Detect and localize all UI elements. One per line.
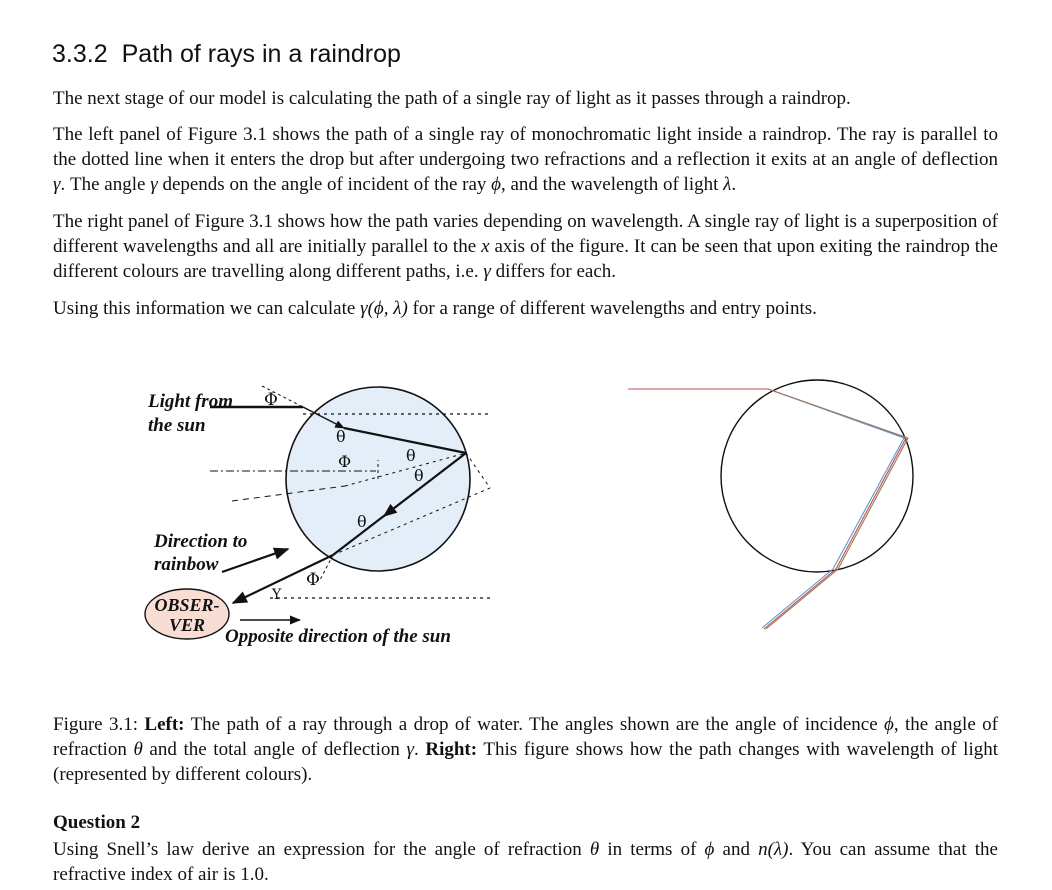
paragraph-3: The right panel of Figure 3.1 shows how the path varies depending on wavelength. A single ray of light is a superposition of different wavelengths and all are initially parallel to the x axis of the figure. It can be seen that upon exiting the raindrop the different colours are travelling along different paths, i.e. γ differs for each. — [53, 211, 998, 282]
symbol-phi: ϕ — [884, 714, 894, 735]
paragraph-1: The next stage of our model is calculating the path of a single ray of light as it passes through a raindrop. — [53, 88, 851, 109]
symbol-phi: ϕ — [704, 839, 715, 860]
direction-to-rainbow-arrow — [222, 549, 288, 572]
theta-angle-reflection-bottom: θ — [414, 466, 424, 485]
observer-label-line1: OBSER- — [154, 595, 220, 615]
question-text: Using Snell’s law derive an expression for the angle of refraction θ in terms of ϕ and n(λ). You can assume that the refractive index of air is 1.0. — [53, 839, 998, 885]
figure-caption: Figure 3.1: Left: The path of a ray through a drop of water. The angles shown are the angle of incidence ϕ, the angle of refraction θ and the total angle of deflection γ. Right: This figure shows how the path changes with wavelength of light (represented by different colours). — [53, 714, 999, 785]
question-title: Question 2 — [53, 812, 141, 833]
opposite-direction-label: Opposite direction of the sun — [225, 626, 451, 647]
figure-right-panel — [628, 380, 913, 629]
symbol-phi: ϕ — [491, 174, 501, 195]
symbol-lambda: λ — [723, 174, 732, 195]
figure-left-panel — [145, 386, 490, 647]
paragraph-4: Using this information we can calculate γ(ϕ, λ) for a range of different wavelengths and entry points. — [53, 298, 817, 319]
theta-angle-exit: θ — [357, 512, 367, 531]
symbol-x: x — [481, 236, 490, 257]
symbol-gamma-function: γ(ϕ, λ) — [360, 298, 408, 319]
ray-red — [628, 389, 906, 629]
phi-angle-center: Φ — [338, 452, 352, 471]
symbol-theta: θ — [589, 839, 600, 860]
theta-angle-entry: θ — [336, 427, 346, 446]
symbol-theta: θ — [133, 739, 143, 760]
symbol-gamma: γ — [53, 174, 61, 195]
symbol-gamma: γ — [406, 739, 414, 760]
section-number: 3.3.2 — [52, 40, 108, 68]
observer-label-line2: VER — [168, 615, 206, 635]
phi-angle-entry: Φ — [264, 390, 278, 410]
paragraph-2: The left panel of Figure 3.1 shows the path of a single ray of monochromatic light inside a raindrop. The ray is parallel to the dotted line when it enters the drop but after undergoing two refractions and a reflection it exits at an angle of deflection γ. The angle γ depends on the angle of incident of the ray ϕ, and the wavelength of light λ. — [53, 124, 998, 195]
section-heading — [52, 40, 401, 69]
ray-blue — [762, 389, 904, 628]
phi-angle-exit: Φ — [306, 570, 320, 590]
symbol-gamma: γ — [150, 174, 158, 195]
gamma-angle: Y — [272, 587, 282, 603]
theta-angle-reflection-top: θ — [406, 446, 416, 465]
figure-3-1 — [0, 350, 1052, 670]
light-from-label: Light from — [148, 391, 233, 412]
section-title: Path of rays in a raindrop — [121, 40, 401, 68]
ray-brown — [766, 389, 908, 629]
symbol-n-lambda: n(λ) — [758, 839, 789, 860]
symbol-gamma: γ — [483, 261, 491, 282]
the-sun-label: the sun — [148, 415, 206, 436]
rainbow-label: rainbow — [154, 554, 219, 575]
drop-outline — [721, 380, 913, 572]
direction-to-label: Direction to — [154, 531, 248, 552]
